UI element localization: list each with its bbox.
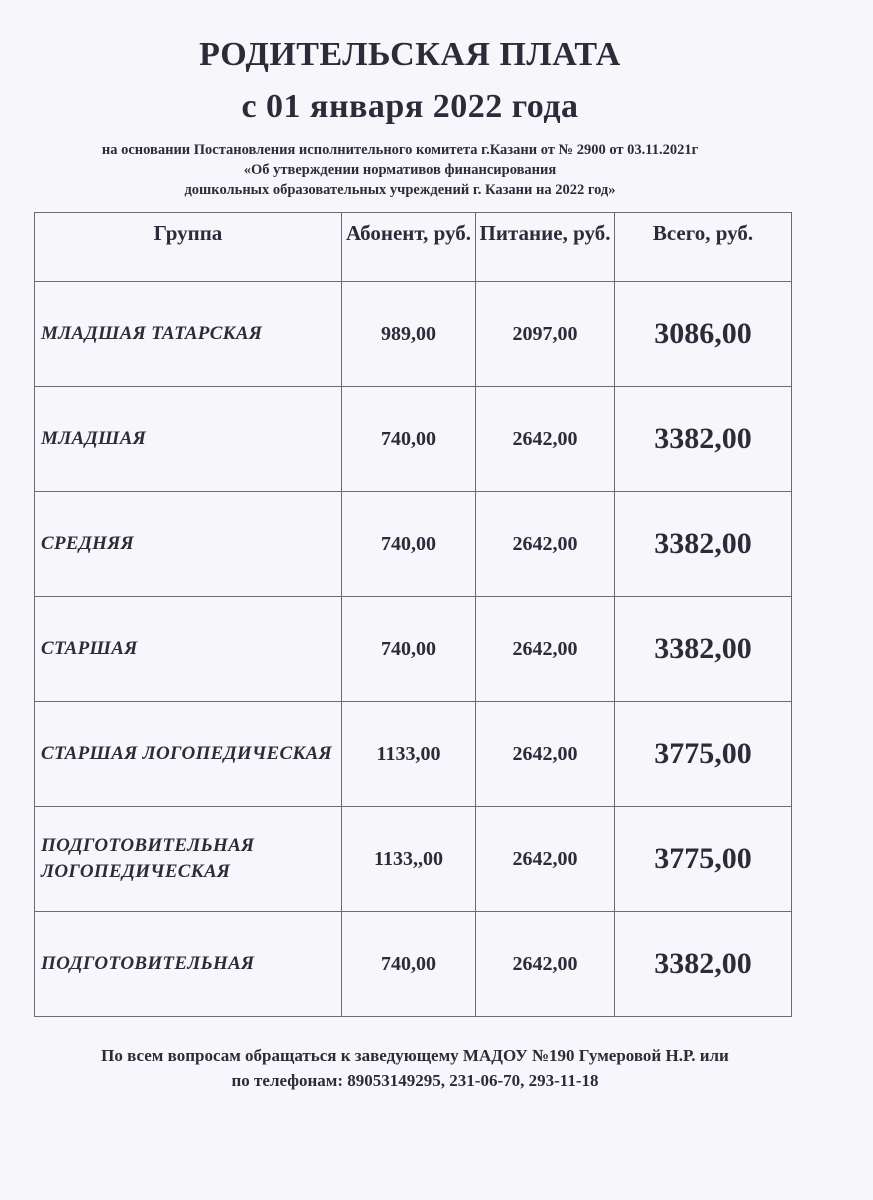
column-header-total: Всего, руб. (615, 213, 792, 282)
legal-basis (0, 140, 800, 200)
table-header-row (35, 213, 792, 282)
group-name: МЛАДШАЯ (35, 387, 342, 492)
column-header-food: Питание, руб. (476, 213, 615, 282)
food-fee: 2642,00 (476, 492, 615, 597)
footer-line: по телефонам: 89053149295, 231-06-70, 293-11-18 (231, 1071, 599, 1090)
group-name: ПОДГОТОВИТЕЛЬНАЯ ЛОГОПЕДИЧЕСКАЯ (35, 807, 342, 912)
page-subtitle: с 01 января 2022 года (241, 88, 579, 125)
group-name: ПОДГОТОВИТЕЛЬНАЯ (35, 912, 342, 1017)
fees-table (34, 212, 792, 1017)
basis-line: «Об утверждении нормативов финансирования (243, 162, 557, 178)
group-name: СРЕДНЯЯ (35, 492, 342, 597)
total-fee: 3775,00 (615, 807, 792, 912)
subscription-fee: 740,00 (342, 387, 476, 492)
column-header-subscription: Абонент, руб. (342, 213, 476, 282)
total-fee: 3086,00 (615, 282, 792, 387)
food-fee: 2642,00 (476, 912, 615, 1017)
table-row (35, 492, 792, 597)
total-fee: 3775,00 (615, 702, 792, 807)
basis-line: дошкольных образовательных учреждений г. Казани на 2022 год» (184, 182, 616, 198)
table-row (35, 702, 792, 807)
food-fee: 2642,00 (476, 807, 615, 912)
table-row (35, 282, 792, 387)
table-row (35, 387, 792, 492)
footer-line: По всем вопросам обращаться к заведующему МАДОУ №190 Гумеровой Н.Р. или (101, 1046, 729, 1065)
food-fee: 2642,00 (476, 387, 615, 492)
subscription-fee: 1133,,00 (342, 807, 476, 912)
food-fee: 2642,00 (476, 702, 615, 807)
total-fee: 3382,00 (615, 492, 792, 597)
table-row (35, 807, 792, 912)
column-header-group: Группа (35, 213, 342, 282)
subscription-fee: 740,00 (342, 912, 476, 1017)
table-row (35, 597, 792, 702)
subscription-fee: 740,00 (342, 492, 476, 597)
food-fee: 2642,00 (476, 597, 615, 702)
group-name: СТАРШАЯ (35, 597, 342, 702)
food-fee: 2097,00 (476, 282, 615, 387)
total-fee: 3382,00 (615, 912, 792, 1017)
subscription-fee: 740,00 (342, 597, 476, 702)
group-name: МЛАДШАЯ ТАТАРСКАЯ (35, 282, 342, 387)
total-fee: 3382,00 (615, 387, 792, 492)
subscription-fee: 989,00 (342, 282, 476, 387)
page-title: РОДИТЕЛЬСКАЯ ПЛАТА (199, 36, 621, 73)
total-fee: 3382,00 (615, 597, 792, 702)
subscription-fee: 1133,00 (342, 702, 476, 807)
contact-footer (0, 1043, 830, 1093)
basis-line: на основании Постановления исполнительного комитета г.Казани от № 2900 от 03.11.2021г (101, 142, 699, 158)
group-name: СТАРШАЯ ЛОГОПЕДИЧЕСКАЯ (35, 702, 342, 807)
table-row (35, 912, 792, 1017)
